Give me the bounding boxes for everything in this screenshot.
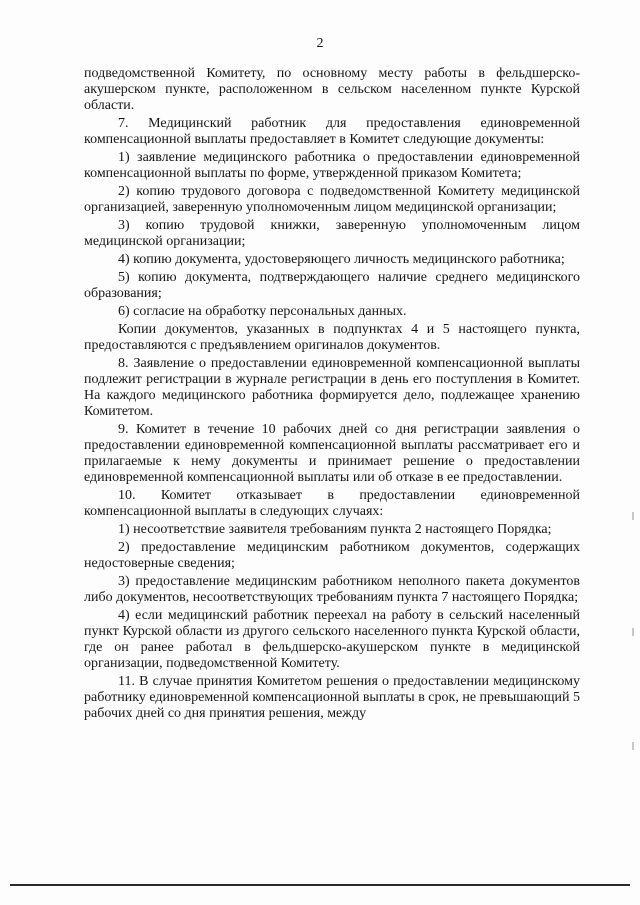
- scan-artifact: [632, 512, 634, 520]
- paragraph-subitem-7-6: 6) согласие на обработку персональных данных.: [118, 304, 407, 319]
- paragraph-subitem-10-1: 1) несоответствие заявителя требованиям пункта 2 настоящего Порядка;: [118, 522, 552, 537]
- scan-artifact: [632, 742, 634, 750]
- paragraph-item-7: 7. Медицинский работник для предоставления единовременной компенсационной выплаты предоставляет в Комитет следующие документы:: [84, 116, 580, 147]
- paragraph-subitem-7-3: 3) копию трудовой книжки, заверенную уполномоченным лицом медицинской организации;: [84, 218, 580, 249]
- page-number: 2: [316, 36, 324, 51]
- paragraph-copies-note: Копии документов, указанных в подпунктах 4 и 5 настоящего пункта, предоставляются с предъявлением оригиналов документов.: [84, 322, 580, 353]
- document-body: [84, 66, 580, 724]
- scan-artifact: [632, 628, 634, 636]
- paragraph-item-8: 8. Заявление о предоставлении единовременной компенсационной выплаты подлежит регистрации в журнале регистрации в день его поступления в Комитет. На каждого медицинского работника формируется дело, подлежащее хранению Комитетом.: [84, 356, 580, 419]
- paragraph-item-10: 10. Комитет отказывает в предоставлении единовременной компенсационной выплаты в следующих случаях:: [84, 488, 580, 519]
- paragraph-subitem-10-4: 4) если медицинский работник переехал на работу в сельский населенный пункт Курской области из другого сельского населенного пункта Курской области, где он ранее работал в фельдшерско-акушерском пункте в медицинской организации, подведомственной Комитету.: [84, 608, 580, 671]
- paragraph-subitem-10-3: 3) предоставление медицинским работником неполного пакета документов либо документов, несоответствующих требованиям пункта 7 настоящего Порядка;: [84, 574, 580, 605]
- paragraph-continuation: подведомственной Комитету, по основному месту работы в фельдшерско-акушерском пункте, расположенном в сельском населенном пункте Курской области.: [84, 66, 580, 113]
- paragraph-subitem-7-5: 5) копию документа, подтверждающего наличие среднего медицинского образования;: [84, 270, 580, 301]
- paragraph-subitem-7-4: 4) копию документа, удостоверяющего личность медицинского работника;: [118, 252, 565, 267]
- paragraph-item-9: 9. Комитет в течение 10 рабочих дней со дня регистрации заявления о предоставлении единовременной компенсационной выплаты рассматривает его и прилагаемые к нему документы и принимает решение о предоставлении единовременной компенсационной выплаты или об отказе в ее предоставлении.: [84, 422, 580, 485]
- paragraph-subitem-10-2: 2) предоставление медицинским работником документов, содержащих недостоверные сведения;: [84, 540, 580, 571]
- paragraph-item-11: 11. В случае принятия Комитетом решения о предоставлении медицинскому работнику единовременной компенсационной выплаты в срок, не превышающий 5 рабочих дней со дня принятия решения, между: [84, 674, 580, 721]
- paragraph-subitem-7-1: 1) заявление медицинского работника о предоставлении единовременной компенсационной выплаты по форме, утвержденной приказом Комитета;: [84, 150, 580, 181]
- scan-edge-line: [10, 884, 630, 886]
- paragraph-subitem-7-2: 2) копию трудового договора с подведомственной Комитету медицинской организацией, заверенную уполномоченным лицом медицинской организации;: [84, 184, 580, 215]
